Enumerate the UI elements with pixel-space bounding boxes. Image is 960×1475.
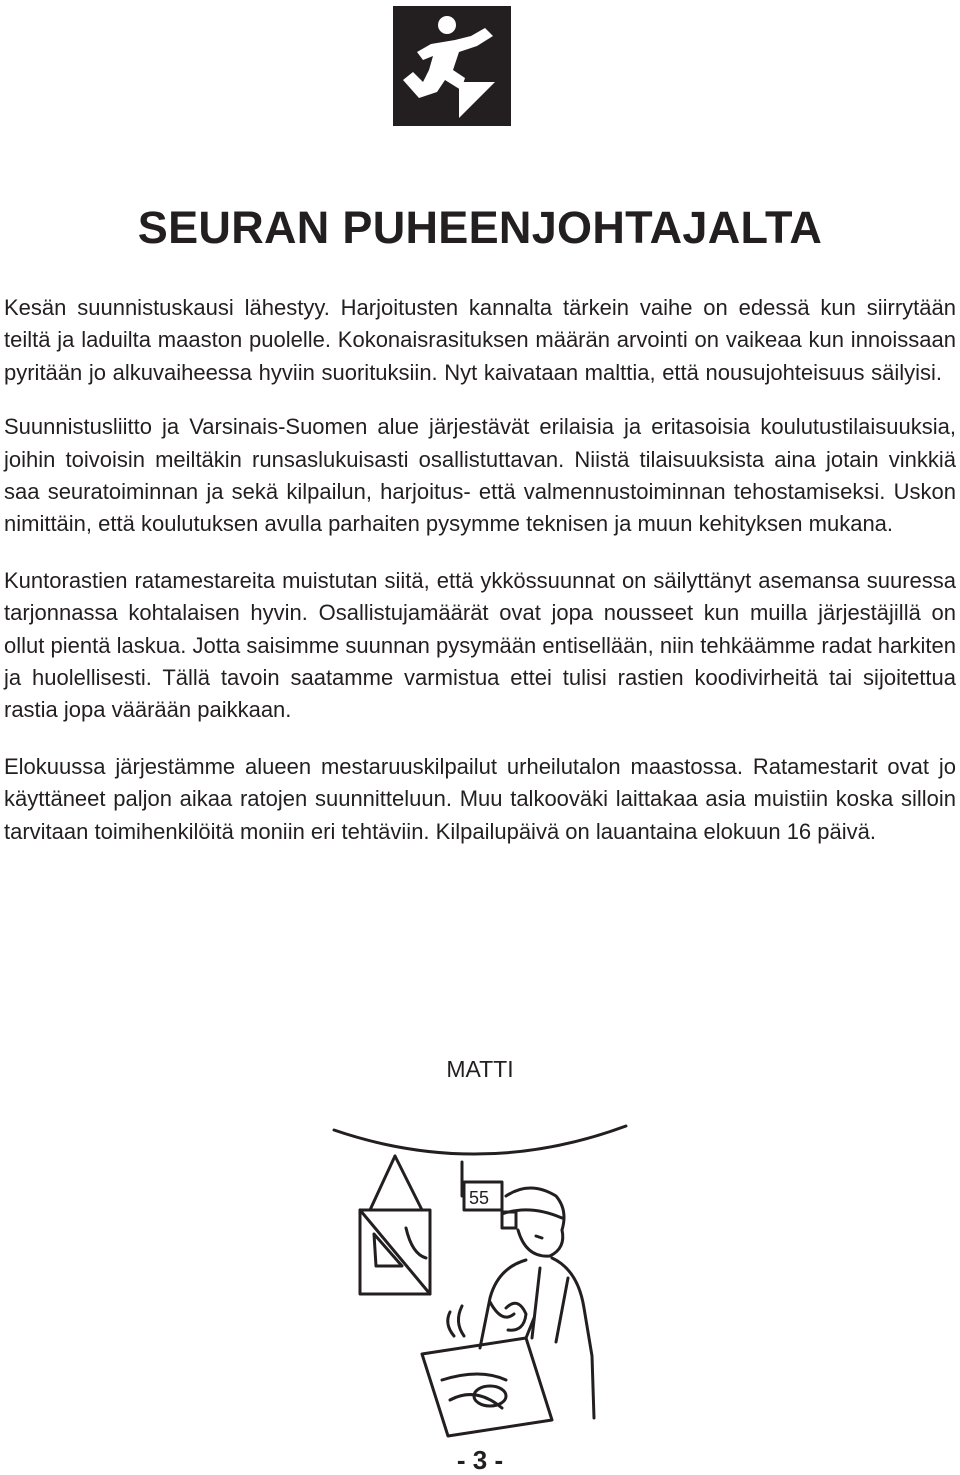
signature: MATTI	[446, 1056, 514, 1082]
orienteering-runner-icon	[393, 6, 511, 126]
page-number: - 3 -	[456, 1445, 504, 1475]
paragraph-3: Kuntorastien ratamestareita muistutan siitä, että ykkössuunnat on säilyttänyt asemansa suuressa tarjonnassa kohtalaisen hyvin. Osallistujamäärät ovat jopa nousseet kun muilla järjestäjillä on ollut pientä laskua. Jotta saisimme suunnan pysymään entisellään, niin tehkäämme radat harkiten ja huolellisesti. Tällä tavoin saatamme varmistua ettei tulisi rastien koodivirheitä tai sijoitettua rastia jopa väärään paikkaan.	[4, 567, 956, 723]
paragraph-1: Kesän suunnistuskausi lähestyy. Harjoitusten kannalta tärkein vaihe on edessä kun siirrytään teiltä ja laduilta maaston puolelle. Kokonaisrasituksen määrän arvointi on vaikeaa kun innoissaan pyritään jo alkuvaiheessa hyviin suorituksiin. Nyt kaivataan malttia, että nousujohteisuus säilyisi.	[4, 295, 956, 385]
page-title: SEURAN PUHEENJOHTAJALTA	[137, 202, 823, 253]
paragraph-4: Elokuussa järjestämme alueen mestaruuskilpailut urheilutalon maastossa. Ratamestarit ovat jo käyttäneet paljon aikaa ratojen suunnitteluun. Muu talkooväki laittakaa asia muistiin koska silloin tarvitaan toimihenkilöitä moniin eri tehtäviin. Kilpailupäivä on lauantaina elokuun 16 päivä.	[4, 753, 956, 844]
control-code-label: 55	[469, 1188, 490, 1208]
article-body	[4, 292, 956, 872]
orienteer-cartoon-illustration	[330, 1118, 630, 1440]
paragraph-2: Suunnistusliitto ja Varsinais-Suomen alue järjestävät erilaisia ja eritasoisia koulutustilaisuuksia, joihin toivoisin meiltäkin runsaslukuisasti osallistuttavan. Niistä tilaisuuksista aina jotain vinkkiä saa seuratoiminnan ja sekä kilpailun, harjoitus- että valmennustoiminnan tehostamiseksi. Uskon nimittäin, että koulutuksen avulla parhaiten pysymme teknisen ja muun kehityksen mukana.	[4, 414, 956, 537]
